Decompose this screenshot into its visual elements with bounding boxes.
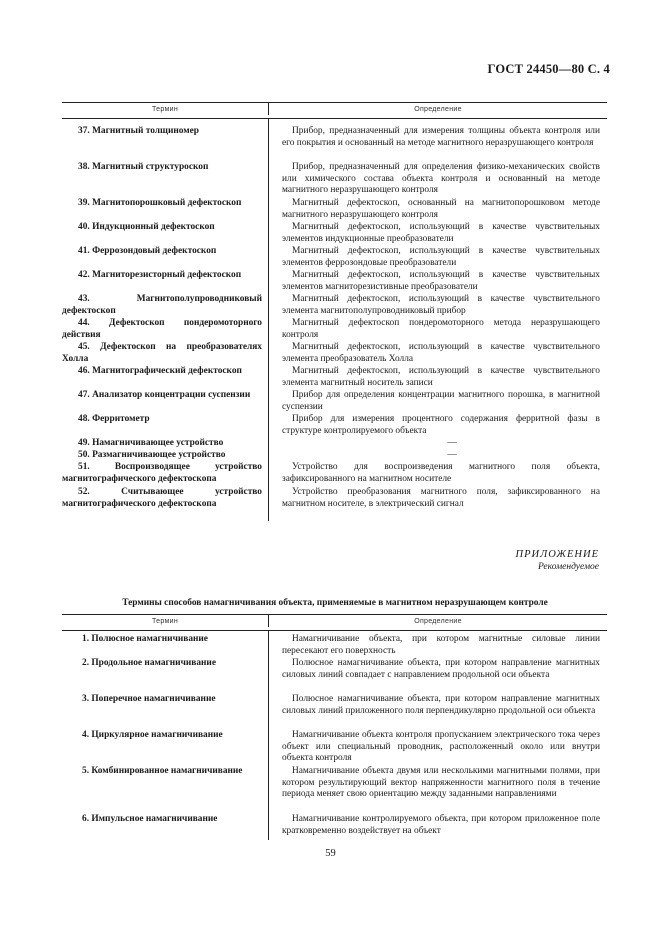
term-cell: 38. Магнитный структуроскоп: [78, 162, 209, 172]
column-definition-header: Определение: [268, 103, 607, 115]
term-cell: 42. Магниторезисторный дефектоскоп: [78, 270, 242, 280]
term-cell: 45. Дефектоскоп на преобразователях Холла: [62, 342, 262, 364]
column-divider: [268, 630, 269, 840]
term-cell: 50. Размагничивающее устройство: [78, 450, 226, 460]
definition-cell: Устройство преобразования магнитного поля, зафиксированного на магнитном носителе, в электрический сигнал: [282, 487, 600, 509]
term-cell: 47. Анализатор концентрации суспензии: [78, 390, 251, 400]
term-cell: 44. Дефектоскоп пондеромоторного действия: [62, 318, 262, 340]
terms-table-1: [62, 102, 607, 509]
term-cell: 43. Магнитополупроводниковый дефектоскоп: [62, 294, 262, 316]
definition-cell: Намагничивание объекта, при котором магнитные силовые линии пересекают его поверхность: [282, 634, 600, 656]
definition-cell: —: [447, 450, 457, 460]
term-cell: 4. Циркулярное намагничивание: [82, 730, 223, 740]
column-term-header: Термин: [151, 618, 179, 625]
term-cell: 6. Импульсное намагничивание: [82, 814, 218, 824]
table-2-header: [62, 615, 607, 631]
definition-cell: Магнитный дефектоскоп пондеромоторного метода неразрушающего контроля: [282, 318, 600, 340]
definition-cell: Магнитный дефектоскоп, использующий в качестве чувствительного элемента магнитный носитель записи: [282, 366, 600, 388]
definition-cell: Магнитный дефектоскоп, основанный на магнитопорошковом методе магнитного неразрушающего контроля: [282, 198, 600, 220]
definition-cell: Прибор, предназначенный для измерения толщины объекта контроля или его покрытия и основанный на методе магнитного неразрушающего контроля: [282, 126, 600, 148]
definition-cell: Намагничивание объекта контроля пропусканием электрического тока через объект или специальный проводник, расположенный около или внутри объекта контроля: [282, 730, 600, 764]
column-term-header: Термин: [151, 106, 179, 113]
term-cell: 40. Индукционный дефектоскоп: [78, 222, 215, 232]
definition-cell: Намагничивание объекта двумя или несколькими магнитными полями, при котором результирующий вектор напряженности магнитного поля в течение периода меняет свою ориентацию между заданными направлениями: [282, 766, 600, 800]
column-divider: [268, 118, 269, 521]
term-cell: 46. Магнитографический дефектоскоп: [78, 366, 242, 376]
definition-cell: Магнитный дефектоскоп, использующий в качестве чувствительных элементов индукционные преобразователи: [282, 222, 600, 244]
term-cell: 3. Поперечное намагничивание: [82, 694, 216, 704]
term-cell: 41. Феррозондовый дефектоскоп: [78, 246, 217, 256]
page-number: 59: [325, 848, 336, 859]
term-cell: 2. Продольное намагничивание: [82, 658, 216, 668]
definition-cell: Магнитный дефектоскоп, использующий в качестве чувствительных элементов магниторезистивные преобразователи: [282, 270, 600, 292]
term-cell: 49. Намагничивающее устройство: [78, 438, 224, 448]
definition-cell: Магнитный дефектоскоп, использующий в качестве чувствительного элемента магнитополупроводниковый прибор: [282, 294, 600, 316]
term-cell: 37. Магнитный толщиномер: [78, 126, 200, 136]
terms-table-2: [62, 614, 607, 836]
term-cell: 52. Считывающее устройство магнитографического дефектоскопа: [62, 487, 262, 509]
term-cell: 1. Полюсное намагничивание: [82, 634, 208, 644]
definition-cell: —: [447, 438, 457, 448]
term-cell: 48. Ферритометр: [78, 414, 150, 424]
table-2-title: Термины способов намагничивания объекта, применяемые в магнитном неразрушающем контроле: [122, 598, 548, 608]
definition-cell: Прибор, предназначенный для определения физико-механических свойств или химического состава объекта контроля и основанный на методе магнитного неразрушающего контроля: [282, 162, 600, 196]
column-definition-header: Определение: [268, 615, 607, 627]
definition-cell: Прибор для определения концентрации магнитного порошка, в магнитной суспензии: [282, 390, 600, 412]
page-header: ГОСТ 24450—80 С. 4: [487, 62, 610, 76]
term-cell: 5. Комбинированное намагничивание: [82, 766, 243, 776]
definition-cell: Полюсное намагничивание объекта, при котором направление магнитных силовых линий совпадает с направлением продольной оси объекта: [282, 658, 600, 680]
definition-cell: Прибор для измерения процентного содержания ферритной фазы в структуре контролируемого объекта: [282, 414, 600, 436]
term-cell: 39. Магнитопорошковый дефектоскоп: [78, 198, 242, 208]
definition-cell: Магнитный дефектоскоп, использующий в качестве чувствительного элемента преобразователь Холла: [282, 342, 600, 364]
definition-cell: Магнитный дефектоскоп, использующий в качестве чувствительных элементов феррозондовые преобразователи: [282, 246, 600, 268]
table-1-header: [62, 103, 607, 119]
definition-cell: Намагничивание контролируемого объекта, при котором приложенное поле кратковременно воздействует на объект: [282, 814, 600, 836]
term-cell: 51. Воспроизводящее устройство магнитографического дефектоскопа: [62, 462, 262, 484]
appendix-status: Рекомендуемое: [537, 562, 599, 572]
definition-cell: Устройство для воспроизведения магнитного поля объекта, зафиксированного на магнитном носителе: [282, 462, 600, 484]
definition-cell: Полюсное намагничивание объекта, при котором направление магнитных силовых линий приложенного поля перпендикулярно продольной оси объекта: [282, 694, 600, 716]
appendix-label: ПРИЛОЖЕНИЕ: [515, 549, 599, 560]
